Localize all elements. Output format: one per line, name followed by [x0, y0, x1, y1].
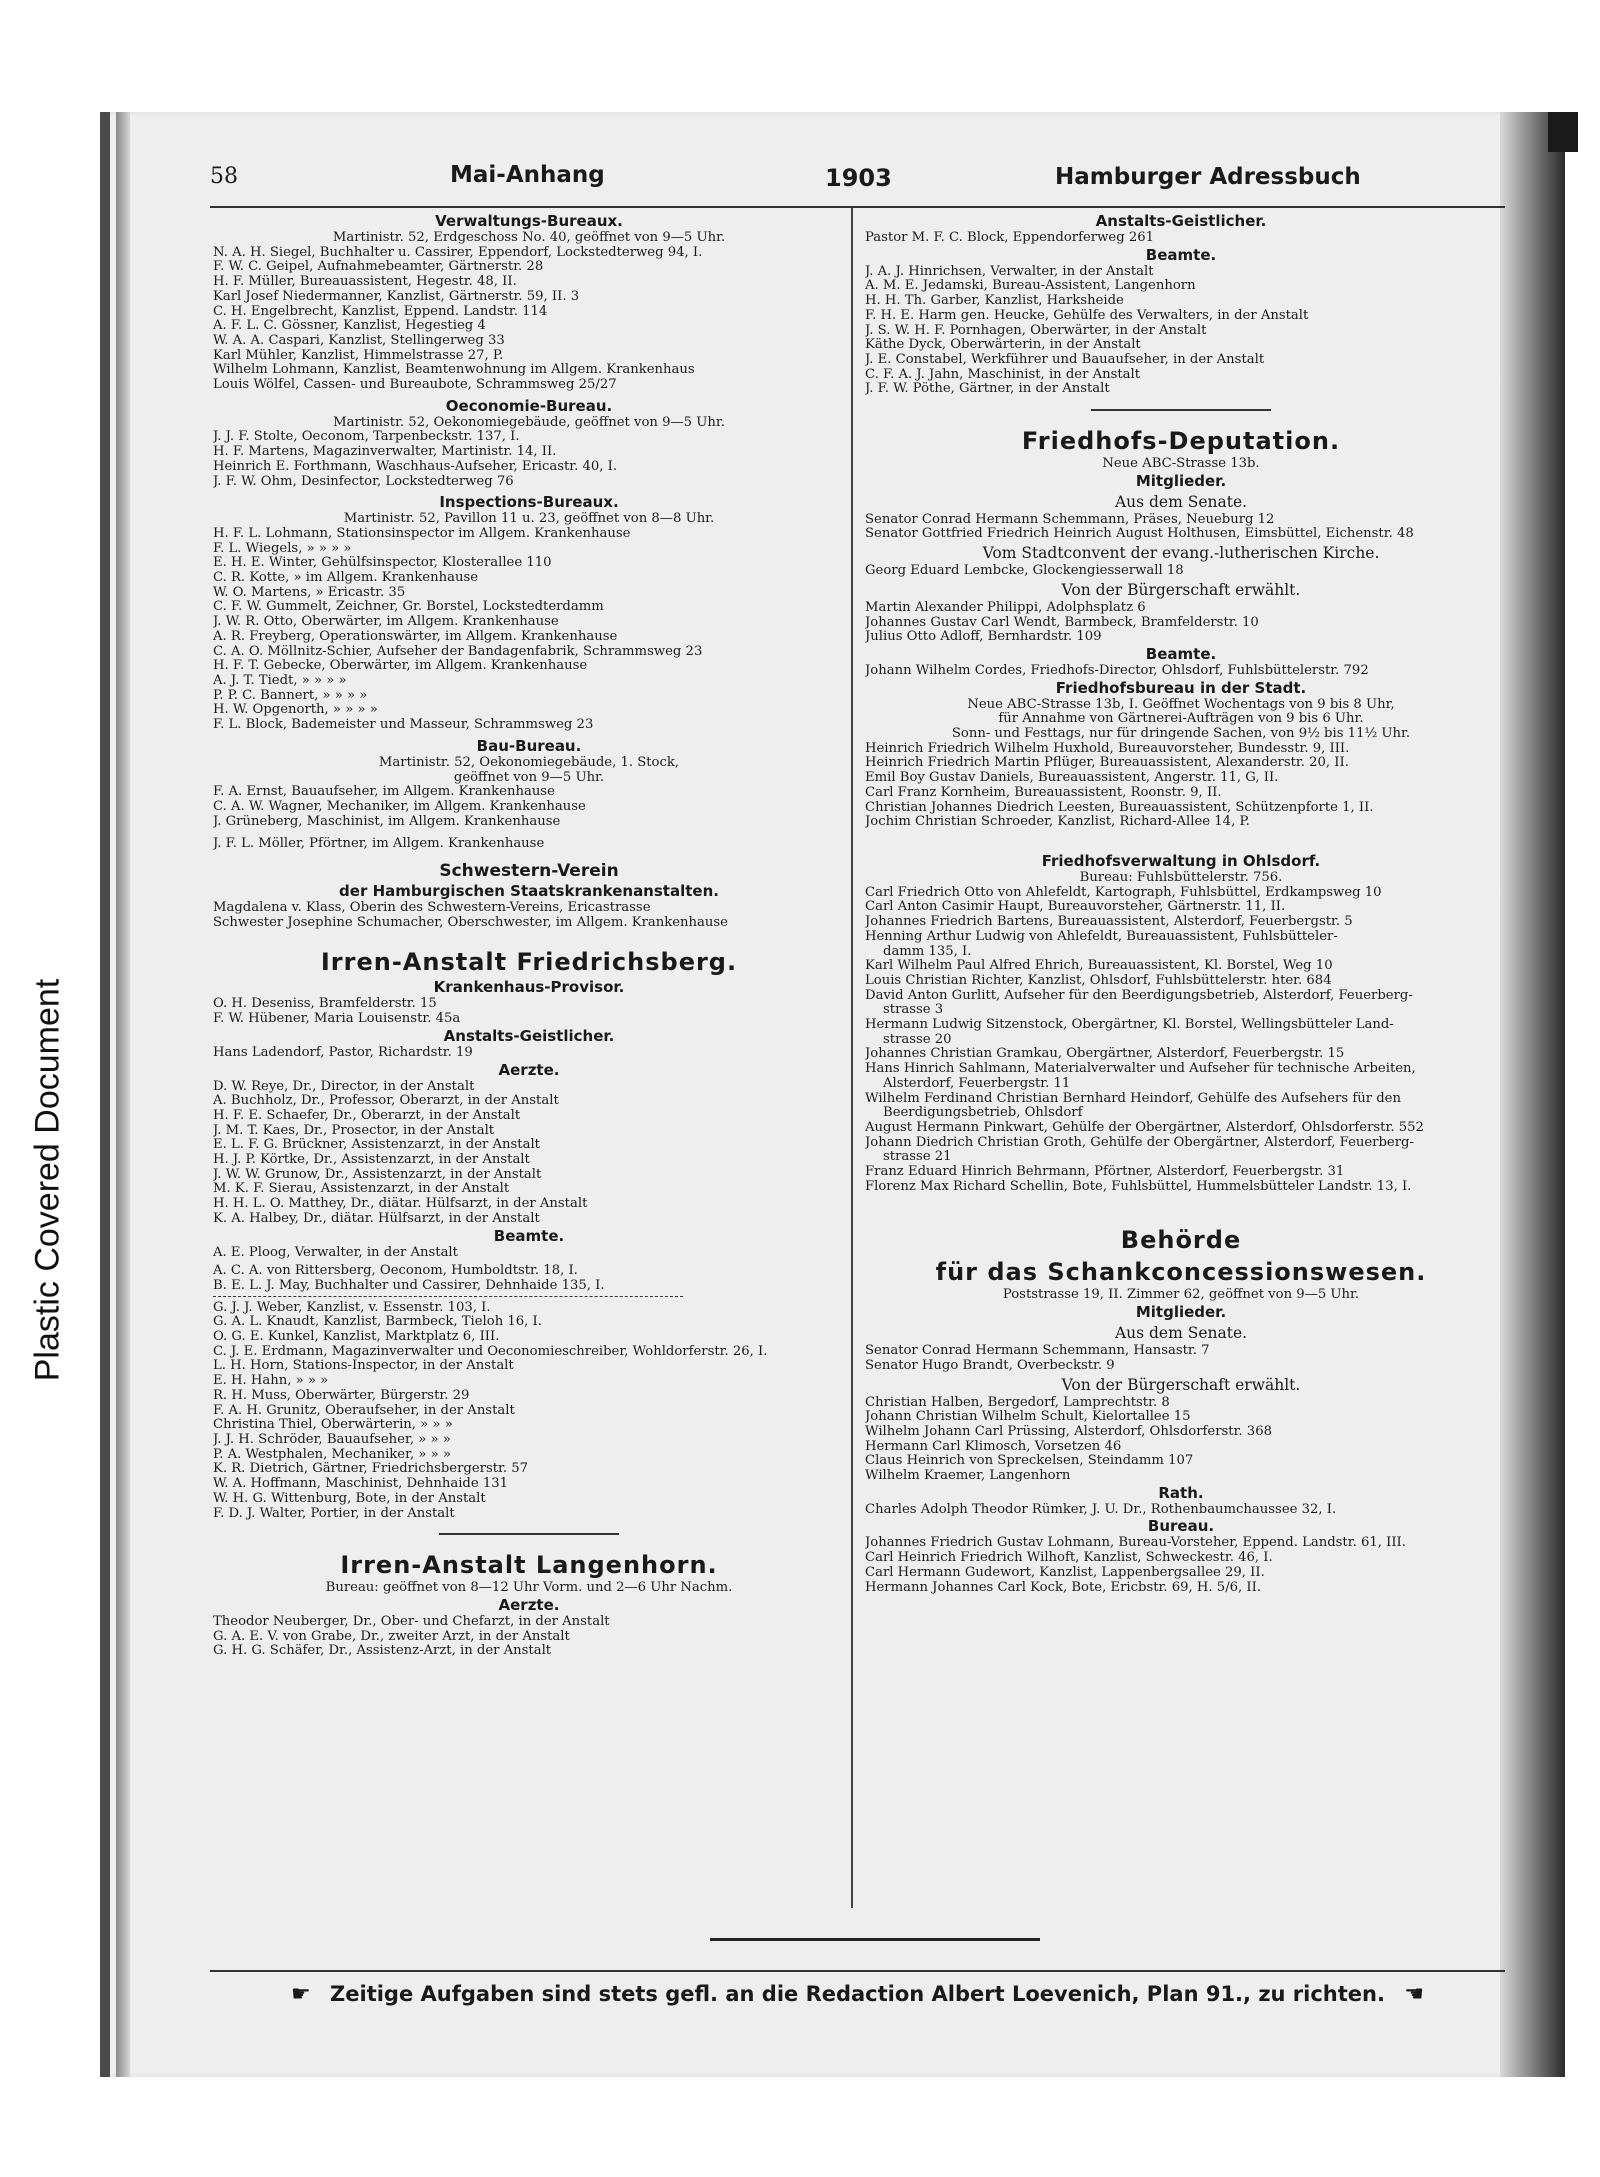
list-item: L. H. Horn, Stations-Inspector, in der Anstalt [213, 1359, 514, 1374]
list-item: Carl Anton Casimir Haupt, Bureauvorsteher, Gärtnerstr. 11, II. [865, 900, 1286, 915]
list-item: strasse 21 [883, 1150, 952, 1165]
list-item: Theodor Neuberger, Dr., Ober- und Chefarzt, in der Anstalt [213, 1614, 610, 1629]
subsection-title: Mitglieder. [1135, 1303, 1227, 1322]
section-address: Neue ABC-Strasse 13b. [1102, 457, 1260, 472]
list-item: K. A. Halbey, Dr., diätar. Hülfsarzt, in der Anstalt [213, 1211, 540, 1226]
list-item: K. R. Dietrich, Gärtner, Friedrichsbergerstr. 57 [213, 1462, 529, 1477]
list-item: Louis Christian Richter, Kanzlist, Ohlsdorf, Fuhlsbüttelerstr. hter. 684 [865, 973, 1332, 988]
list-item: Senator Hugo Brandt, Overbeckstr. 9 [865, 1358, 1115, 1373]
header-left [210, 164, 610, 189]
subsection-title: Von der Bürgerschaft erwählt. [1061, 580, 1301, 599]
list-item: Johann Diedrich Christian Groth, Gehülfe der Obergärtner, Alsterdorf, Feuerberg- [865, 1135, 1414, 1150]
list-item: Hans Hinrich Sahlmann, Materialverwalter und Aufseher für technische Arbeiten, [865, 1062, 1416, 1077]
list-item: W. O. Martens, » Ericastr. 35 [213, 585, 406, 600]
list-item: H. F. L. Lohmann, Stationsinspector im Allgem. Krankenhause [213, 526, 631, 541]
list-item: M. K. F. Sierau, Assistenzarzt, in der Anstalt [213, 1182, 510, 1197]
list-item: Emil Boy Gustav Daniels, Bureauassistent, Angerstr. 11, G, II. [865, 771, 1279, 786]
section-inspection [213, 493, 845, 733]
list-item: Karl Josef Niedermanner, Kanzlist, Gärtnerstr. 59, II. 3 [213, 289, 580, 304]
list-item: G. H. G. Schäfer, Dr., Assistenz-Arzt, in der Anstalt [213, 1644, 552, 1659]
list-item: Senator Gottfried Friedrich Heinrich August Holthusen, Eimsbüttel, Eichenstr. 48 [865, 527, 1414, 542]
list-item: J. F. W. Ohm, Desinfector, Lockstedterweg 76 [213, 474, 514, 489]
list-item: Heinrich E. Forthmann, Waschhaus-Aufseher, Ericastr. 40, I. [213, 459, 618, 474]
list-item: C. A. O. Möllnitz-Schier, Aufseher der Bandagenfabrik, Schrammsweg 23 [213, 644, 703, 659]
list-item: Hermann Ludwig Sitzenstock, Obergärtner, Kl. Borstel, Wellingsbütteler Land- [865, 1018, 1394, 1033]
document-page [210, 150, 1505, 2040]
section-schwestern [213, 860, 845, 930]
header-right-title: Hamburger Adressbuch [1055, 164, 1361, 190]
section-title: für das Schankconcessionswesen. [935, 1258, 1427, 1287]
list-item: C. F. W. Gummelt, Zeichner, Gr. Borstel, Lockstedterdamm [213, 600, 604, 615]
list-item: R. H. Muss, Oberwärter, Bürgerstr. 29 [213, 1388, 470, 1403]
list-item: Christina Thiel, Oberwärterin, » » » [213, 1418, 453, 1433]
list-item: Käthe Dyck, Oberwärterin, in der Anstalt [865, 338, 1141, 353]
subsection-title: Krankenhaus-Provisor. [433, 978, 625, 997]
header-rule [210, 206, 1505, 208]
list-item: A. R. Freyberg, Operationswärter, im Allgem. Krankenhause [213, 629, 618, 644]
section-address: Sonn- und Festtags, nur für dringende Sachen, von 9½ bis 11½ Uhr. [951, 727, 1411, 742]
section-friedrichsberg [213, 946, 845, 1521]
list-item: Hans Ladendorf, Pastor, Richardstr. 19 [213, 1045, 473, 1060]
list-item: H. F. T. Gebecke, Oberwärter, im Allgem. Krankenhause [213, 659, 588, 674]
page-corner-tab [1548, 112, 1578, 152]
section-langenhorn-continued [865, 212, 1497, 397]
list-item: F. D. J. Walter, Portier, in der Anstalt [213, 1506, 455, 1521]
section-address: Neue ABC-Strasse 13b, I. Geöffnet Wochentags von 9 bis 8 Uhr, [967, 697, 1395, 712]
list-item: Johannes Christian Gramkau, Obergärtner, Alsterdorf, Feuerbergstr. 15 [865, 1047, 1345, 1062]
list-item: G. A. L. Knaudt, Kanzlist, Barmbeck, Tieloh 16, I. [213, 1315, 542, 1330]
section-bau [213, 737, 845, 852]
list-item: J. W. R. Otto, Oberwärter, im Allgem. Krankenhause [213, 615, 559, 630]
list-item: Julius Otto Adloff, Bernhardstr. 109 [865, 630, 1102, 645]
page-number: 58 [210, 164, 238, 189]
subsection-title: Anstalts-Geistlicher. [1095, 212, 1267, 230]
list-item: Georg Eduard Lembcke, Glockengiesserwall 18 [865, 564, 1184, 579]
subsection-title: Beamte. [493, 1226, 565, 1245]
list-item: F. L. Block, Bademeister und Masseur, Schrammsweg 23 [213, 718, 594, 733]
list-item: Magdalena v. Klass, Oberin des Schwestern-Vereins, Ericastrasse [213, 901, 651, 916]
dashed-separator [213, 1296, 683, 1297]
list-item: F. A. Ernst, Bauaufseher, im Allgem. Krankenhause [213, 785, 555, 800]
list-item: Karl Mühler, Kanzlist, Himmelstrasse 27, P. [213, 348, 504, 363]
list-item: J. S. W. H. F. Pornhagen, Oberwärter, in der Anstalt [865, 323, 1207, 338]
list-item: W. A. Hoffmann, Maschinist, Dehnhaide 131 [213, 1477, 509, 1492]
section-title: Irren-Anstalt Friedrichsberg. [320, 948, 738, 977]
right-column [865, 212, 1497, 1595]
section-verwaltung [213, 212, 845, 393]
subsection-title: Beamte. [1145, 644, 1217, 663]
list-item: O. H. Deseniss, Bramfelderstr. 15 [213, 997, 437, 1012]
section-address: Martinistr. 52, Oekonomiegebäude, geöffnet von 9—5 Uhr. [333, 415, 725, 430]
subsection-title: Friedhofsverwaltung in Ohlsdorf. [1041, 851, 1321, 870]
subsection-title: Aerzte. [498, 1595, 560, 1614]
list-item: E. H. Hahn, » » » [213, 1374, 329, 1389]
list-item: H. H. L. O. Matthey, Dr., diätar. Hülfsarzt, in der Anstalt [213, 1197, 588, 1212]
list-item: G. A. E. V. von Grabe, Dr., zweiter Arzt, in der Anstalt [213, 1629, 570, 1644]
subsection-title: Aerzte. [498, 1060, 560, 1079]
list-item: Schwester Josephine Schumacher, Oberschwester, im Allgem. Krankenhause [213, 915, 728, 930]
list-item: Christian Johannes Diedrich Leesten, Bureauassistent, Schützenpforte 1, II. [865, 800, 1374, 815]
list-item: Senator Conrad Hermann Schemmann, Präses, Neueburg 12 [865, 512, 1275, 527]
list-item: F. A. H. Grunitz, Oberaufseher, in der Anstalt [213, 1403, 515, 1418]
subsection-title: Bureau. [1147, 1517, 1215, 1536]
section-title: Behörde [1120, 1226, 1242, 1255]
list-item: Karl Wilhelm Paul Alfred Ehrich, Bureauassistent, Kl. Borstel, Weg 10 [865, 959, 1333, 974]
list-item: Beerdigungsbetrieb, Ohlsdorf [883, 1106, 1083, 1121]
section-subtitle: der Hamburgischen Staatskrankenanstalten. [339, 882, 719, 901]
subsection-title: Mitglieder. [1135, 471, 1227, 490]
list-item: Heinrich Friedrich Wilhelm Huxhold, Bureauvorsteher, Bundesstr. 9, III. [865, 741, 1350, 756]
list-item: J. Grüneberg, Maschinist, im Allgem. Krankenhause [213, 814, 561, 829]
list-item: Johann Wilhelm Cordes, Friedhofs-Director, Ohlsdorf, Fuhlsbüttelerstr. 792 [865, 663, 1369, 678]
list-item: J. F. W. Pöthe, Gärtner, in der Anstalt [865, 382, 1110, 397]
list-item: A. Buchholz, Dr., Professor, Oberarzt, in der Anstalt [213, 1094, 559, 1109]
list-item: Claus Heinrich von Spreckelsen, Steindamm 107 [865, 1454, 1194, 1469]
section-address: Martinistr. 52, Erdgeschoss No. 40, geöffnet von 9—5 Uhr. [332, 231, 726, 245]
list-item: J. M. T. Kaes, Dr., Prosector, in der Anstalt [213, 1123, 495, 1138]
section-langenhorn [213, 1549, 845, 1659]
list-item: N. A. H. Siegel, Buchhalter u. Cassirer, Eppendorf, Lockstedterweg 94, I. [213, 245, 703, 260]
section-address: Martinistr. 52, Oekonomiegebäude, 1. Stock, [378, 755, 680, 770]
section-oeconomie [213, 397, 845, 490]
list-item: G. J. J. Weber, Kanzlist, v. Essenstr. 103, I. [213, 1300, 491, 1315]
list-item: A. M. E. Jedamski, Bureau-Assistent, Langenhorn [865, 279, 1196, 294]
list-item: C. H. Engelbrecht, Kanzlist, Eppend. Landstr. 114 [213, 304, 548, 319]
list-item: H. J. P. Körtke, Dr., Assistenzarzt, in der Anstalt [213, 1153, 530, 1168]
list-item: C. R. Kotte, » im Allgem. Krankenhause [213, 571, 479, 586]
list-item: David Anton Gurlitt, Aufseher für den Beerdigungsbetrieb, Alsterdorf, Feuerberg- [865, 988, 1413, 1003]
list-item: Jochim Christian Schroeder, Kanzlist, Richard-Allee 14, P. [865, 815, 1250, 830]
list-item: Johann Christian Wilhelm Schult, Kielortallee 15 [865, 1410, 1191, 1425]
section-title: Friedhofs-Deputation. [1021, 427, 1341, 456]
footer-notice [210, 1982, 1505, 2007]
list-item: C. A. W. Wagner, Mechaniker, im Allgem. Krankenhause [213, 799, 586, 814]
subsection-title: Beamte. [1145, 245, 1217, 264]
sidebar-label [28, 978, 68, 1382]
pointing-hand-left-icon: ☚ [1404, 1982, 1425, 2007]
list-item: F. L. Wiegels, » » » » [213, 541, 352, 556]
list-item: H. F. Martens, Magazinverwalter, Martinistr. 14, II. [213, 445, 557, 460]
list-item: Carl Franz Kornheim, Bureauassistent, Roonstr. 9, II. [865, 785, 1222, 800]
pointing-hand-right-icon: ☛ [290, 1982, 311, 2007]
list-item: E. L. F. G. Brückner, Assistenzarzt, in der Anstalt [213, 1138, 540, 1153]
subsection-title: Friedhofsbureau in der Stadt. [1055, 678, 1307, 697]
section-title: Bau-Bureau. [476, 736, 582, 755]
list-item: Christian Halben, Bergedorf, Lamprechtstr. 8 [865, 1395, 1170, 1410]
list-item: H. H. Th. Garber, Kanzlist, Harksheide [865, 294, 1124, 309]
list-item: P. P. C. Bannert, » » » » [213, 688, 368, 703]
section-address: Poststrasse 19, II. Zimmer 62, geöffnet von 9—5 Uhr. [1002, 1288, 1360, 1303]
list-item: Carl Hermann Gudewort, Kanzlist, Lappenbergsallee 29, II. [865, 1565, 1265, 1580]
list-item: August Hermann Pinkwart, Gehülfe der Obergärtner, Alsterdorf, Ohlsdorferstr. 552 [865, 1120, 1424, 1135]
list-item: Johannes Friedrich Bartens, Bureauassistent, Alsterdorf, Feuerbergstr. 5 [865, 915, 1353, 930]
page-right-edge-shadow [1500, 112, 1565, 2077]
sidebar-label-text: Plastic Covered Document [28, 978, 67, 1382]
column-divider [851, 208, 853, 1908]
list-item: F. W. Hübener, Maria Louisenstr. 45a [213, 1012, 461, 1027]
subsection-title: Aus dem Senate. [1114, 492, 1248, 511]
list-item: Henning Arthur Ludwig von Ahlefeldt, Bureauassistent, Fuhlsbütteler- [865, 929, 1338, 944]
list-item: Florenz Max Richard Schellin, Bote, Fuhlsbüttel, Hummelsbütteler Landstr. 13, I. [865, 1179, 1412, 1194]
section-address: geöffnet von 9—5 Uhr. [453, 770, 605, 785]
list-item: J. A. J. Hinrichsen, Verwalter, in der Anstalt [865, 264, 1154, 279]
subsection-title: Von der Bürgerschaft erwählt. [1061, 1375, 1301, 1394]
list-item: C. F. A. J. Jahn, Maschinist, in der Anstalt [865, 367, 1141, 382]
list-item: Johannes Friedrich Gustav Lohmann, Bureau-Vorsteher, Eppend. Landstr. 61, III. [865, 1536, 1406, 1551]
list-item: W. A. A. Caspari, Kanzlist, Stellingerweg 33 [213, 333, 505, 348]
footer-rule [210, 1970, 1505, 1972]
list-item: J. W. W. Grunow, Dr., Assistenzarzt, in der Anstalt [213, 1167, 542, 1182]
header-left-title: Mai-Anhang [450, 162, 605, 188]
list-item: strasse 20 [883, 1032, 952, 1047]
list-item: Alsterdorf, Feuerbergstr. 11 [883, 1076, 1071, 1091]
list-item: P. A. Westphalen, Mechaniker, » » » [213, 1447, 451, 1462]
subsection-title: Vom Stadtconvent der evang.-lutherischen Kirche. [982, 544, 1380, 563]
entry-list [213, 246, 845, 393]
list-item: Johannes Gustav Carl Wendt, Barmbeck, Bramfelderstr. 10 [865, 615, 1259, 630]
list-item: Martin Alexander Philippi, Adolphsplatz 6 [865, 600, 1146, 615]
list-item: O. G. E. Kunkel, Kanzlist, Marktplatz 6, III. [213, 1330, 500, 1345]
subsection-title: Aus dem Senate. [1114, 1324, 1248, 1343]
list-item: J. F. L. Möller, Pförtner, im Allgem. Krankenhause [213, 837, 545, 852]
list-item: F. W. C. Geipel, Aufnahmebeamter, Gärtnerstr. 28 [213, 260, 544, 275]
list-item: Charles Adolph Theodor Rümker, J. U. Dr., Rothenbaumchaussee 32, I. [865, 1502, 1337, 1517]
section-address: Bureau: geöffnet von 8—12 Uhr Vorm. und 2—6 Uhr Nachm. [325, 1581, 733, 1596]
list-item: J. E. Constabel, Werkführer und Bauaufseher, in der Anstalt [865, 352, 1265, 367]
list-item: Louis Wölfel, Cassen- und Bureaubote, Schrammsweg 25/27 [213, 378, 617, 393]
list-item: Heinrich Friedrich Martin Pflüger, Bureauassistent, Alexanderstr. 20, II. [865, 756, 1349, 771]
list-item: Carl Friedrich Otto von Ahlefeldt, Kartograph, Fuhlsbüttel, Erdkampsweg 10 [865, 885, 1382, 900]
list-item: Senator Conrad Hermann Schemmann, Hansastr. 7 [865, 1344, 1210, 1359]
footer-text: Zeitige Aufgaben sind stets gefl. an die Redaction Albert Loevenich, Plan 91., zu richten. [330, 1982, 1385, 2006]
section-title: Inspections-Bureaux. [439, 493, 619, 512]
header-year: 1903 [825, 164, 892, 192]
list-item: W. H. G. Wittenburg, Bote, in der Anstalt [213, 1491, 486, 1506]
list-item: B. E. L. J. May, Buchhalter und Cassirer, Dehnhaide 135, I. [213, 1278, 605, 1293]
section-separator [1091, 409, 1271, 411]
list-item: Pastor M. F. C. Block, Eppendorferweg 261 [865, 231, 1155, 245]
left-column [213, 212, 845, 1659]
section-title: Oeconomie-Bureau. [445, 396, 613, 415]
list-item: A. C. A. von Rittersberg, Oeconom, Humboldtstr. 18, I. [213, 1264, 578, 1279]
section-title: Irren-Anstalt Langenhorn. [340, 1551, 718, 1580]
list-item: F. H. E. Harm gen. Heucke, Gehülfe des Verwalters, in der Anstalt [865, 308, 1309, 323]
list-item: Carl Heinrich Friedrich Wilhoft, Kanzlist, Schweckestr. 46, I. [865, 1551, 1273, 1566]
list-item: H. F. E. Schaefer, Dr., Oberarzt, in der Anstalt [213, 1108, 521, 1123]
list-item: D. W. Reye, Dr., Director, in der Anstalt [213, 1079, 475, 1094]
list-item: A. F. L. C. Gössner, Kanzlist, Hegestieg 4 [213, 319, 486, 334]
list-item: C. J. E. Erdmann, Magazinverwalter und Oeconomieschreiber, Wohldorferstr. 26, I. [213, 1344, 768, 1359]
list-item: H. F. Müller, Bureauassistent, Hegestr. 48, II. [213, 275, 517, 290]
subsection-title: Rath. [1158, 1483, 1204, 1502]
section-separator [439, 1533, 619, 1535]
list-item: Franz Eduard Hinrich Behrmann, Pförtner, Alsterdorf, Feuerbergstr. 31 [865, 1165, 1345, 1180]
subsection-title: Anstalts-Geistlicher. [443, 1026, 615, 1045]
list-item: Wilhelm Ferdinand Christian Bernhard Heindorf, Gehülfe des Aufsehers für den [865, 1091, 1401, 1106]
section-title: Schwestern-Verein [439, 861, 619, 882]
list-item: Wilhelm Johann Carl Prüssing, Alsterdorf, Ohlsdorferstr. 368 [865, 1424, 1272, 1439]
list-item: J. J. F. Stolte, Oeconom, Tarpenbeckstr. 137, I. [213, 430, 520, 445]
bottom-separator [710, 1938, 1040, 1941]
section-address: Bureau: Fuhlsbüttelerstr. 756. [1079, 870, 1283, 885]
section-address: Martinistr. 52, Pavillon 11 u. 23, geöffnet von 8—8 Uhr. [343, 512, 715, 527]
section-address: für Annahme von Gärtnerei-Aufträgen von 9 bis 6 Uhr. [998, 712, 1364, 727]
list-item: H. W. Opgenorth, » » » » [213, 703, 378, 718]
list-item: A. J. T. Tiedt, » » » » [213, 673, 347, 688]
section-friedhofs [865, 425, 1497, 1194]
list-item: Wilhelm Kraemer, Langenhorn [865, 1469, 1071, 1484]
list-item: Hermann Carl Klimosch, Vorsetzen 46 [865, 1439, 1122, 1454]
list-item: E. H. E. Winter, Gehülfsinspector, Klosterallee 110 [213, 556, 552, 571]
list-item: Wilhelm Lohmann, Kanzlist, Beamtenwohnung im Allgem. Krankenhaus [213, 363, 695, 378]
section-title: Verwaltungs-Bureaux. [435, 212, 623, 230]
list-item: J. J. H. Schröder, Bauaufseher, » » » [213, 1433, 451, 1447]
list-item: A. E. Ploog, Verwalter, in der Anstalt [213, 1245, 458, 1260]
list-item: damm 135, I. [883, 944, 972, 959]
list-item: Hermann Johannes Carl Kock, Bote, Ericbstr. 69, H. 5/6, II. [865, 1580, 1262, 1595]
list-item: strasse 3 [883, 1003, 944, 1018]
section-schank [865, 1224, 1497, 1595]
